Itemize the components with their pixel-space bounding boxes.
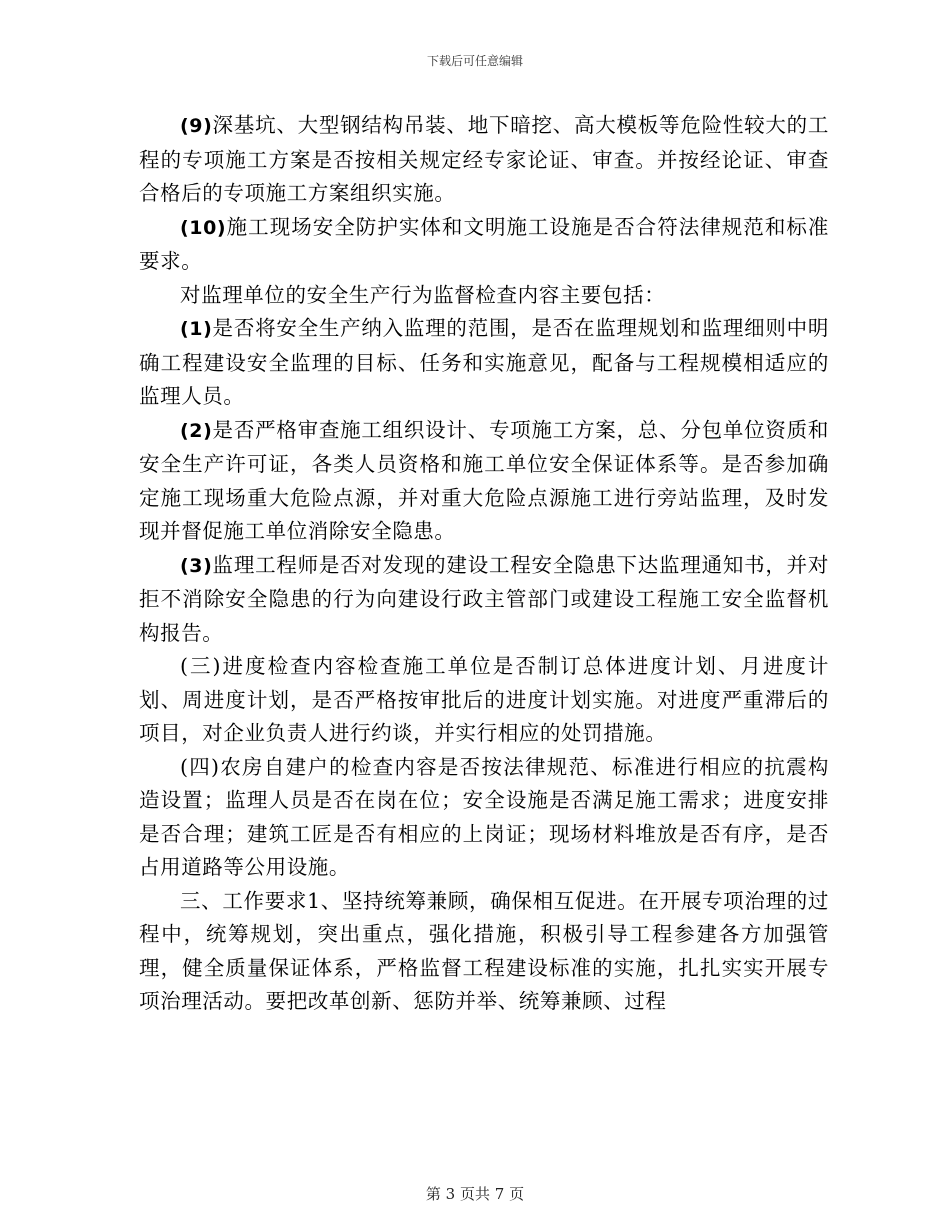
paragraph-item-10 [139,211,829,279]
document-body [139,109,829,1019]
paragraph-text: 是否严格审查施工组织设计、专项施工方案，总、分包单位资质和安全生产许可证，各类人员资格和施工单位安全保证体系等。是否参加确定施工现场重大危险点源，并对重大危险点源施工进行旁站监理，及时发现并督促施工单位消除安全隐患。 [139,417,829,543]
item-number: (1) [180,318,213,340]
paragraph-text: (四)农房自建户的检查内容是否按法律规范、标准进行相应的抗震构造设置；监理人员是否在岗在位；安全设施是否满足施工需求；进度安排是否合理；建筑工匠是否有相应的上岗证；现场材料堆放是否有序，是否占用道路等公用设施。 [139,754,829,879]
paragraph-text: 监理工程师是否对发现的建设工程安全隐患下达监理通知书，并对拒不消除安全隐患的行为向建设行政主管部门或建设工程施工安全监督机构报告。 [139,552,829,645]
paragraph-text: 深基坑、大型钢结构吊装、地下暗挖、高大模板等危险性较大的工程的专项施工方案是否按相关规定经专家论证、审查。并按经论证、审查合格后的专项施工方案组织实施。 [139,113,829,205]
page-footer: 第 3 页共 7 页 [425,1185,525,1203]
paragraph-progress-check [139,650,829,751]
paragraph-work-requirements [139,885,829,1019]
paragraph-item-9 [139,109,829,211]
paragraph-item-3 [139,549,829,651]
paragraph-text: 三、工作要求1、坚持统筹兼顾，确保相互促进。在开展专项治理的过程中，统筹规划，突出重点，强化措施，积极引导工程参建各方加强管理，健全质量保证体系，严格监督工程建设标准的实施，扎扎实实开展专项治理活动。要把改革创新、惩防并举、统筹兼顾、过程 [139,888,829,1013]
item-number: (10) [180,216,227,239]
item-number: (3) [180,554,213,577]
paragraph-rural-housing [139,751,829,885]
item-number: (9) [180,115,213,137]
page-header: 下载后可任意编辑 [426,54,523,68]
paragraph-text: (三)进度检查内容检查施工单位是否制订总体进度计划、月进度计划、周进度计划，是否严格按审批后的进度计划实施。对进度严重滞后的项目，对企业负责人进行约谈，并实行相应的处罚措施。 [139,654,829,745]
paragraph-text: 是否将安全生产纳入监理的范围，是否在监理规划和监理细则中明确工程建设安全监理的目标、任务和实施意见，配备与工程规模相适应的监理人员。 [139,316,829,408]
paragraph-text: 施工现场安全防护实体和文明施工设施是否合符法律规范和标准要求。 [139,214,829,273]
paragraph-supervision-intro [139,279,829,313]
paragraph-item-1 [139,312,829,414]
item-number: (2) [180,419,213,442]
paragraph-item-2 [139,414,829,549]
paragraph-text: 对监理单位的安全生产行为监督检查内容主要包括： [180,282,666,307]
